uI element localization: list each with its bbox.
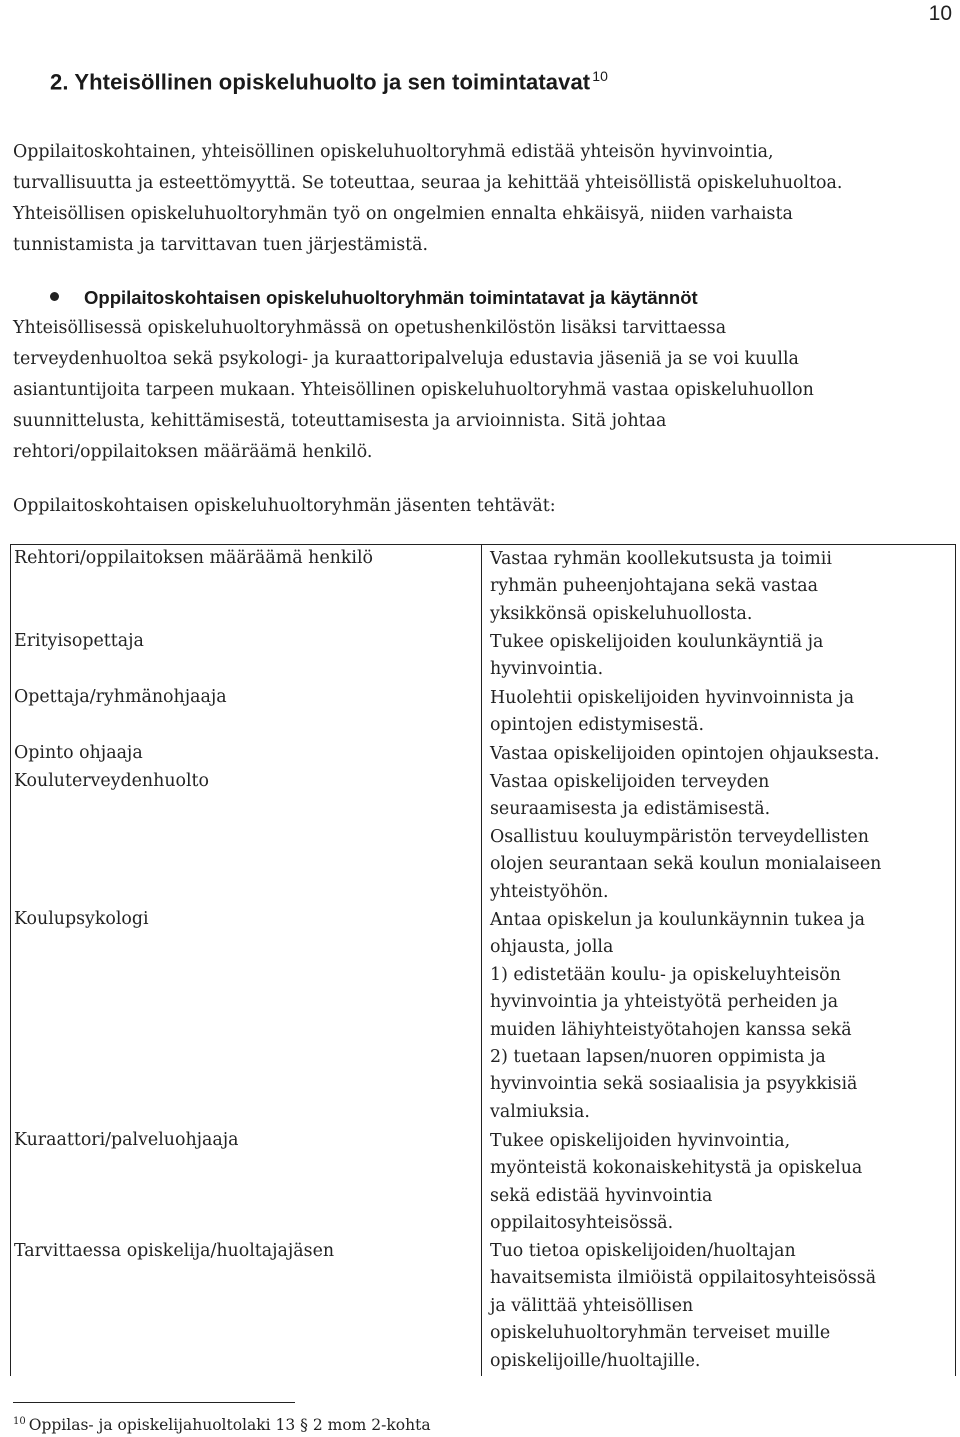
body-paragraph (13, 313, 948, 468)
duty-line: olojen seurantaan sekä koulun monialaiseen (490, 854, 882, 875)
role-cell: Opettaja/ryhmänohjaaja (14, 687, 227, 707)
duty-line: yhteistyöhön. (490, 881, 609, 902)
members-heading: Oppilaitoskohtaisen opiskeluhuoltoryhmän jäsenten tehtävät: (13, 496, 556, 516)
duty-line: myönteistä kokonaiskehitystä ja opiskelua (490, 1158, 863, 1179)
duty-cell (490, 1128, 950, 1238)
duty-cell (490, 629, 950, 684)
duty-line: opiskelijoille/huoltajille. (490, 1350, 701, 1371)
duty-line: Tukee opiskelijoiden koulunkäyntiä ja (490, 632, 824, 652)
duty-line: ryhmän puheenjohtajana sekä vastaa (490, 576, 819, 597)
footnote-ref-marker: 10 (592, 68, 609, 84)
body-line: asiantuntijoita tarpeen mukaan. Yhteisöllinen opiskeluhuoltoryhmä vastaa opiskeluhuollon (13, 380, 814, 400)
duty-line: Tuo tietoa opiskelijoiden/huoltajan (490, 1241, 796, 1261)
duty-line: 2) tuetaan lapsen/nuoren oppimista ja (490, 1047, 826, 1068)
table-border-left (10, 544, 11, 1376)
duty-cell (490, 907, 950, 1126)
role-cell: Tarvittaessa opiskelija/huoltajajäsen (14, 1241, 335, 1261)
roles-table (10, 544, 956, 1376)
duty-line: yksikkönsä opiskeluhuollosta. (490, 603, 753, 624)
duty-line: opintojen edistymisestä. (490, 715, 705, 736)
intro-line: Oppilaitoskohtainen, yhteisöllinen opiskeluhuoltoryhmä edistää yhteisön hyvinvointia, (13, 142, 774, 162)
role-cell: Rehtori/oppilaitoksen määräämä henkilö (14, 548, 373, 568)
duty-line: Antaa opiskelun ja koulunkäynnin tukea ja (490, 910, 865, 930)
footnote-text: Oppilas- ja opiskelijahuoltolaki 13 § 2 mom 2-kohta (28, 1416, 431, 1435)
role-cell: Opinto ohjaaja (14, 743, 143, 763)
duty-line: ja välittää yhteisöllisen (490, 1295, 694, 1316)
duty-line: seuraamisesta ja edistämisestä. (490, 799, 771, 820)
duty-line: havaitsemista ilmiöistä oppilaitosyhteisössä (490, 1268, 877, 1289)
body-line: suunnittelusta, kehittämisestä, toteuttamisesta ja arvioinnista. Sitä johtaa (13, 411, 667, 431)
subheading: Oppilaitoskohtaisen opiskeluhuoltoryhmän toimintatavat ja käytännöt (84, 287, 698, 308)
duty-line: Tukee opiskelijoiden hyvinvointia, (490, 1131, 791, 1151)
intro-line: Yhteisöllisen opiskeluhuoltoryhmän työ on ongelmien ennalta ehkäisyä, niiden varhaista (13, 204, 793, 224)
role-cell: Koulupsykologi (14, 909, 149, 929)
duty-line: Vastaa opiskelijoiden terveyden (490, 772, 770, 792)
duty-line: Osallistuu kouluympäristön terveydellisten (490, 826, 869, 847)
body-line: terveydenhuoltoa sekä psykologi- ja kuraattoripalveluja edustavia jäseniä ja se voi kuulla (13, 349, 799, 369)
intro-line: tunnistamista ja tarvittavan tuen järjestämistä. (13, 235, 429, 255)
duty-cell (490, 741, 950, 768)
duty-line: Huolehtii opiskelijoiden hyvinvoinnista ja (490, 688, 855, 708)
section-heading-text: 2. Yhteisöllinen opiskeluhuolto ja sen toimintatavat (50, 69, 591, 95)
footnote-number: 10 (13, 1416, 26, 1427)
page-number: 10 (928, 2, 952, 25)
duty-line: hyvinvointia ja yhteistyötä perheiden ja (490, 992, 839, 1013)
duty-line: oppilaitosyhteisössä. (490, 1213, 674, 1234)
duty-line: ohjausta, jolla (490, 937, 614, 958)
duty-line: valmiuksia. (490, 1101, 590, 1122)
section-heading (50, 68, 608, 95)
duty-line: 1) edistetään koulu- ja opiskeluyhteisön (490, 964, 841, 985)
duty-line: muiden lähiyhteistyötahojen kanssa sekä (490, 1019, 852, 1040)
footnote (13, 1410, 431, 1437)
body-line: rehtori/oppilaitoksen määräämä henkilö. (13, 442, 373, 462)
duty-cell (490, 769, 950, 906)
table-column-divider (481, 544, 482, 1376)
role-cell: Erityisopettaja (14, 631, 144, 651)
duty-line: hyvinvointia sekä sosiaalisia ja psyykkisiä (490, 1074, 858, 1095)
duty-cell (490, 1238, 950, 1375)
duty-line: hyvinvointia. (490, 659, 604, 680)
role-cell: Kouluterveydenhuolto (14, 771, 210, 791)
duty-line: sekä edistää hyvinvointia (490, 1185, 713, 1206)
role-cell: Kuraattori/palveluohjaaja (14, 1130, 239, 1150)
body-line: Yhteisöllisessä opiskeluhuoltoryhmässä on opetushenkilöstön lisäksi tarvittaessa (13, 318, 727, 338)
duty-cell (490, 685, 950, 740)
table-border-right (955, 544, 956, 1376)
duty-line: Vastaa opiskelijoiden opintojen ohjauksesta. (490, 744, 880, 764)
intro-line: turvallisuutta ja esteettömyyttä. Se toteuttaa, seuraa ja kehittää yhteisöllistä opiskeluhuoltoa. (13, 173, 843, 193)
footnote-separator (13, 1402, 295, 1403)
duty-line: Vastaa ryhmän koollekutsusta ja toimii (490, 549, 832, 569)
duty-cell (490, 546, 950, 628)
intro-paragraph (13, 137, 948, 261)
duty-line: opiskeluhuoltoryhmän terveiset muille (490, 1323, 831, 1344)
bullet-icon (50, 292, 59, 301)
